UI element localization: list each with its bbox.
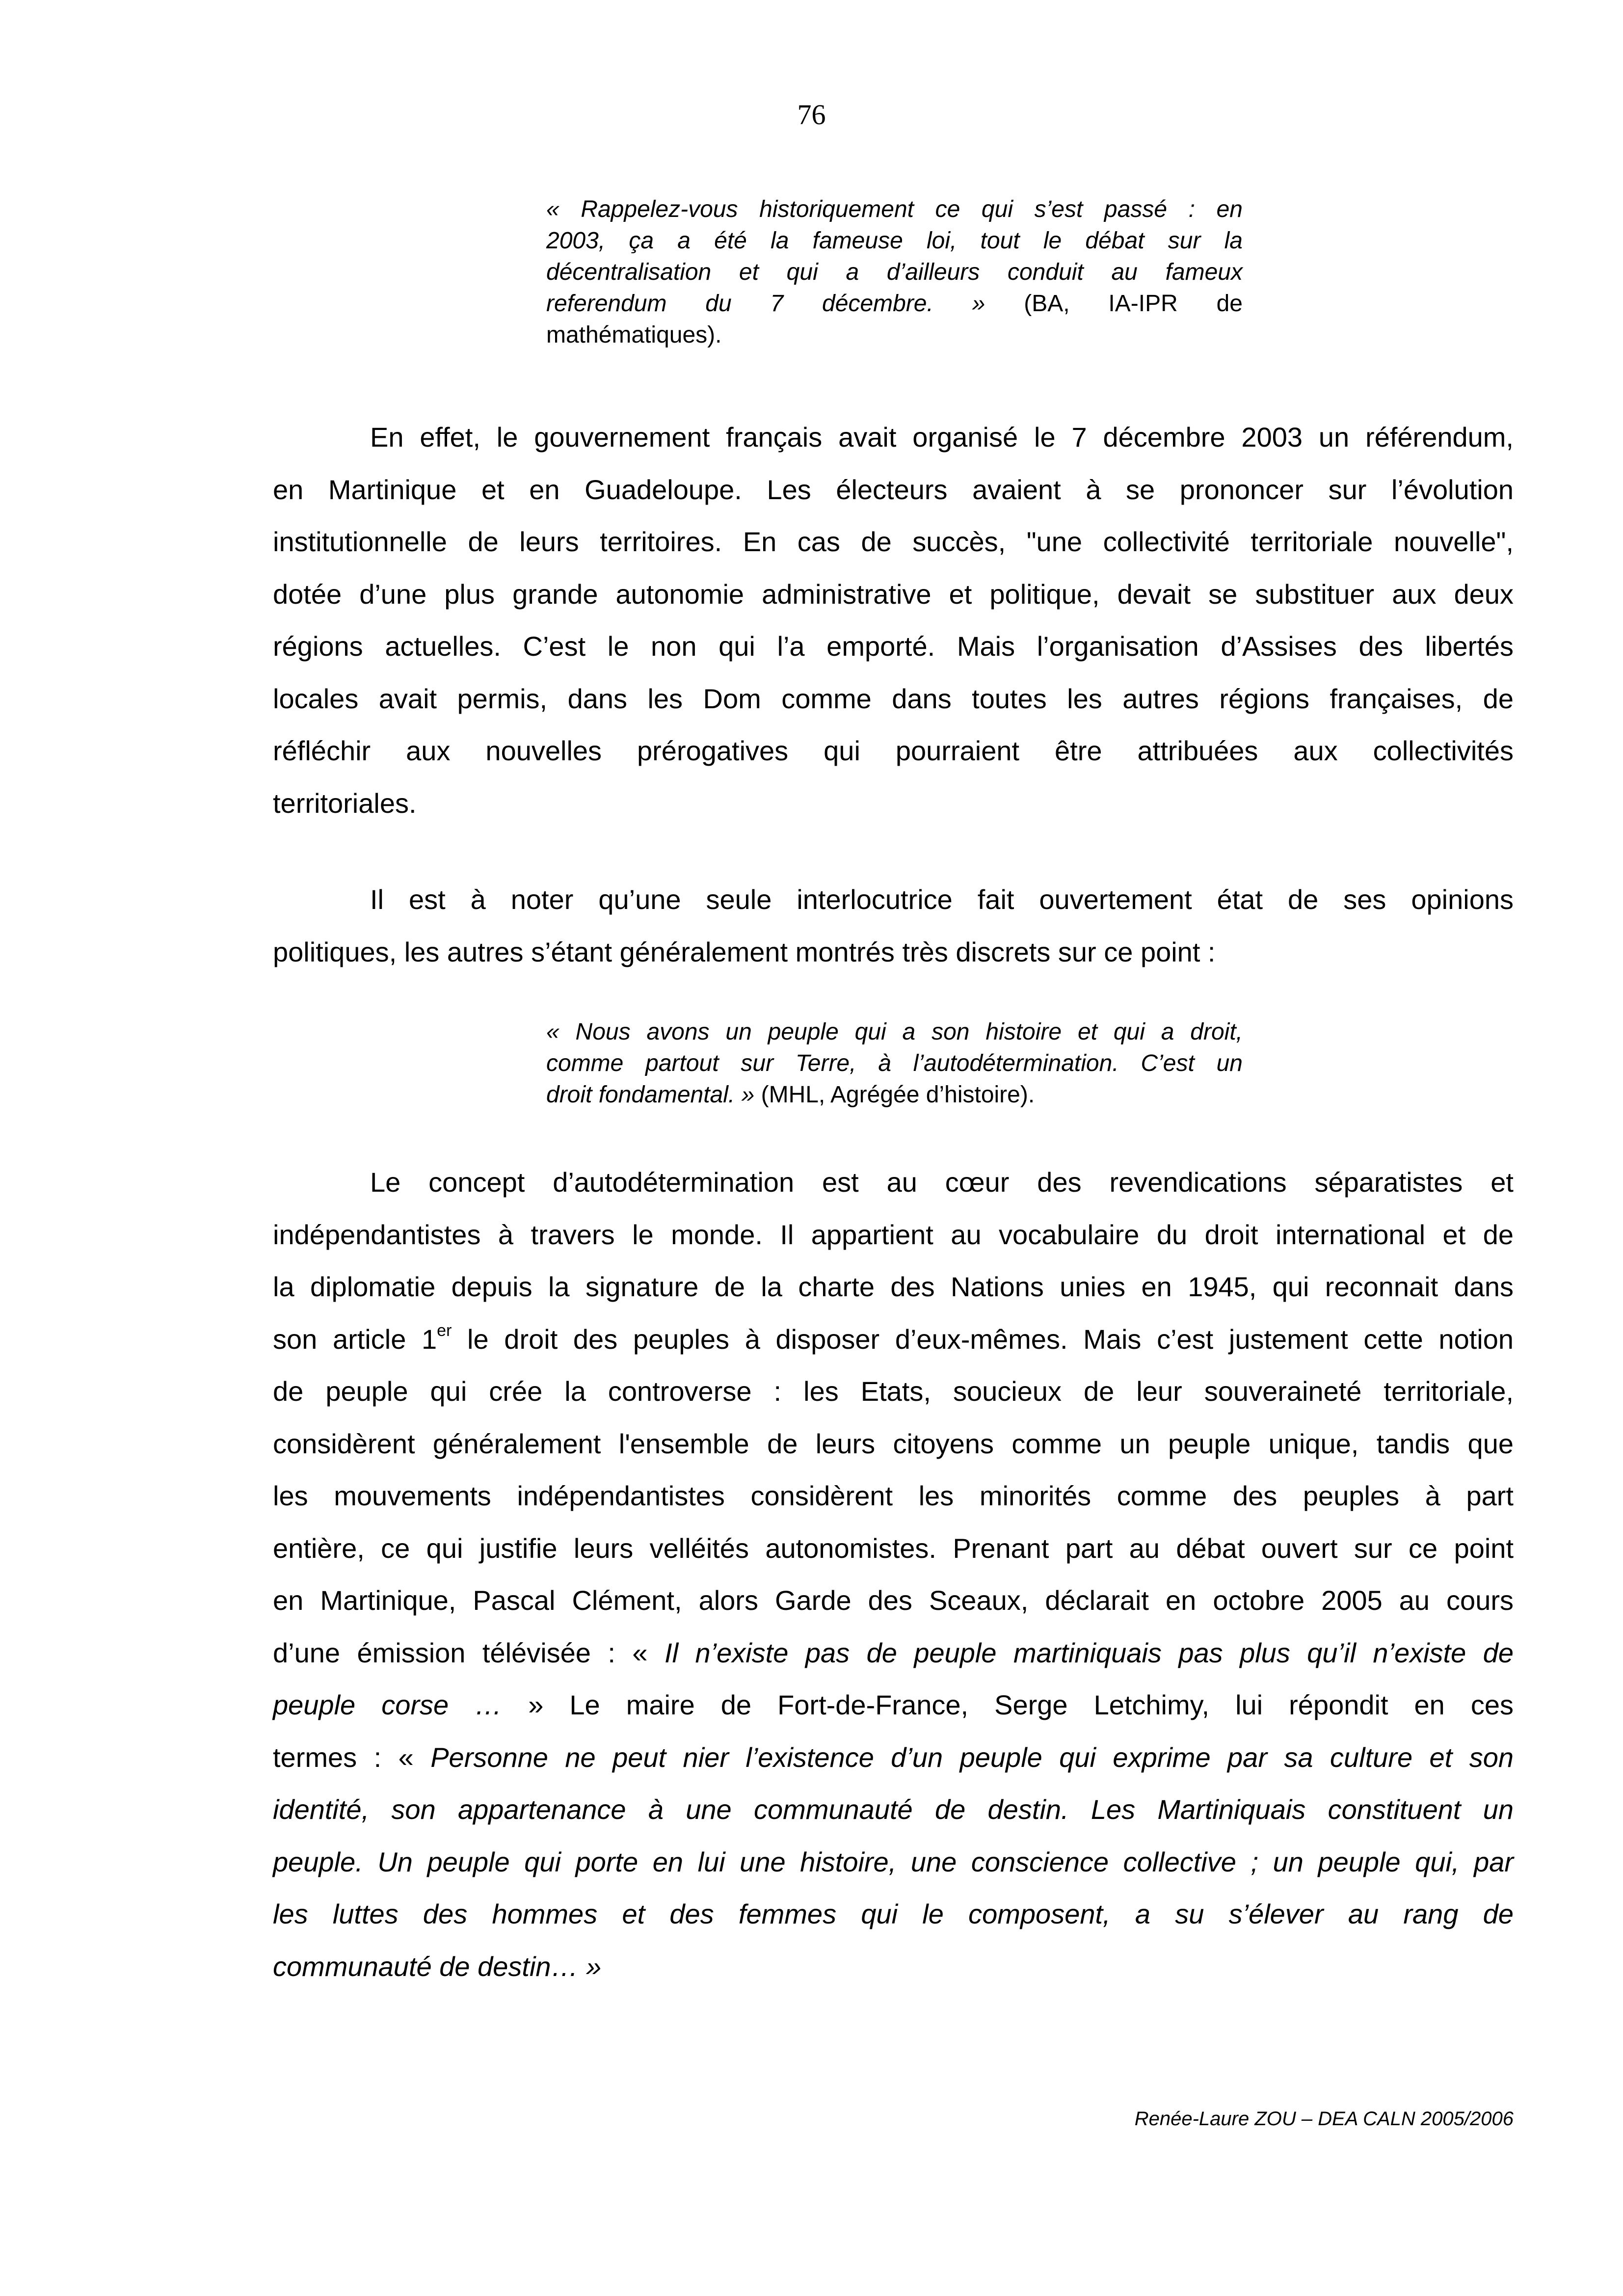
paragraph-opinions bbox=[273, 874, 1514, 978]
paragraph-line: locales avait permis, dans les Dom comme dans toutes les autres régions françaises, de bbox=[273, 683, 1514, 714]
paragraph-line: entière, ce qui justifie leurs velléités autonomistes. Prenant part au débat ouvert sur ce point bbox=[273, 1532, 1514, 1564]
paragraph-line: dotée d’une plus grande autonomie administrative et politique, devait se substituer aux deux bbox=[273, 578, 1514, 610]
paragraph-line: peuple corse … » Le maire de Fort-de-France, Serge Letchimy, lui répondit en ces bbox=[273, 1689, 1514, 1720]
paragraph-line: peuple. Un peuple qui porte en lui une histoire, une conscience collective ; un peuple qui, par bbox=[273, 1846, 1514, 1877]
paragraph-line: réfléchir aux nouvelles prérogatives qui pourraient être attribuées aux collectivités bbox=[273, 735, 1514, 766]
interview-quote-ba bbox=[546, 194, 1243, 351]
paragraph-autodetermination bbox=[273, 1156, 1514, 1993]
paragraph-line: identité, son appartenance à une communauté de destin. Les Martiniquais constituent un bbox=[273, 1794, 1514, 1825]
quote-line: mathématiques). bbox=[546, 322, 722, 348]
paragraph-line: Il est à noter qu’une seule interlocutrice fait ouvertement état de ses opinions bbox=[370, 884, 1514, 915]
quote-line: « Nous avons un peuple qui a son histoire et qui a droit, bbox=[546, 1019, 1243, 1045]
interview-quote-mhl bbox=[546, 1016, 1243, 1111]
paragraph-line: institutionnelle de leurs territoires. En cas de succès, "une collectivité territoriale nouvelle", bbox=[273, 526, 1514, 557]
footer-author: Renée-Laure ZOU – DEA CALN 2005/2006 bbox=[1134, 2108, 1514, 2130]
paragraph-line: communauté de destin… » bbox=[273, 1950, 602, 1982]
paragraph-line: En effet, le gouvernement français avait organisé le 7 décembre 2003 un référendum, bbox=[370, 422, 1514, 453]
quote-line: décentralisation et qui a d’ailleurs conduit au fameux bbox=[546, 259, 1243, 285]
paragraph-line: indépendantistes à travers le monde. Il appartient au vocabulaire du droit international et de bbox=[273, 1219, 1514, 1250]
paragraph-line: territoriales. bbox=[273, 787, 417, 819]
page-number: 76 bbox=[797, 99, 826, 131]
quote-line: comme partout sur Terre, à l’autodétermination. C’est un bbox=[546, 1050, 1243, 1076]
paragraph-line: son article 1er le droit des peuples à disposer d’eux-mêmes. Mais c’est justement cette notion bbox=[273, 1321, 1514, 1355]
paragraph-line: les luttes des hommes et des femmes qui le composent, a su s’élever au rang de bbox=[273, 1898, 1514, 1929]
paragraph-line: politiques, les autres s’étant généralement montrés très discrets sur ce point : bbox=[273, 936, 1216, 967]
quote-line: droit fondamental. » (MHL, Agrégée d’histoire). bbox=[546, 1082, 1035, 1108]
paragraph-line: la diplomatie depuis la signature de la charte des Nations unies en 1945, qui reconnait dans bbox=[273, 1271, 1514, 1302]
quote-line: 2003, ça a été la fameuse loi, tout le débat sur la bbox=[546, 228, 1243, 254]
paragraph-line: régions actuelles. C’est le non qui l’a emporté. Mais l’organisation d’Assises des libertés bbox=[273, 631, 1514, 662]
paragraph-line: les mouvements indépendantistes considèrent les minorités comme des peuples à part bbox=[273, 1480, 1514, 1511]
superscript: er bbox=[437, 1321, 452, 1340]
paragraph-line: termes : « Personne ne peut nier l’existence d’un peuple qui exprime par sa culture et son bbox=[273, 1741, 1514, 1773]
paragraph-line: de peuple qui crée la controverse : les Etats, soucieux de leur souveraineté territoriale, bbox=[273, 1376, 1514, 1407]
paragraph-line: en Martinique et en Guadeloupe. Les électeurs avaient à se prononcer sur l’évolution bbox=[273, 474, 1514, 505]
quote-line: « Rappelez-vous historiquement ce qui s’est passé : en bbox=[546, 196, 1243, 222]
paragraph-line: Le concept d’autodétermination est au cœur des revendications séparatistes et bbox=[370, 1167, 1514, 1198]
paragraph-line: considèrent généralement l'ensemble de leurs citoyens comme un peuple unique, tandis que bbox=[273, 1428, 1514, 1459]
paragraph-line: d’une émission télévisée : « Il n’existe pas de peuple martiniquais pas plus qu’il n’existe de bbox=[273, 1637, 1514, 1668]
paragraph-referendum bbox=[273, 411, 1514, 829]
paragraph-line: en Martinique, Pascal Clément, alors Garde des Sceaux, déclarait en octobre 2005 au cours bbox=[273, 1585, 1514, 1616]
quote-line: referendum du 7 décembre. » (BA, IA-IPR de bbox=[546, 291, 1243, 317]
